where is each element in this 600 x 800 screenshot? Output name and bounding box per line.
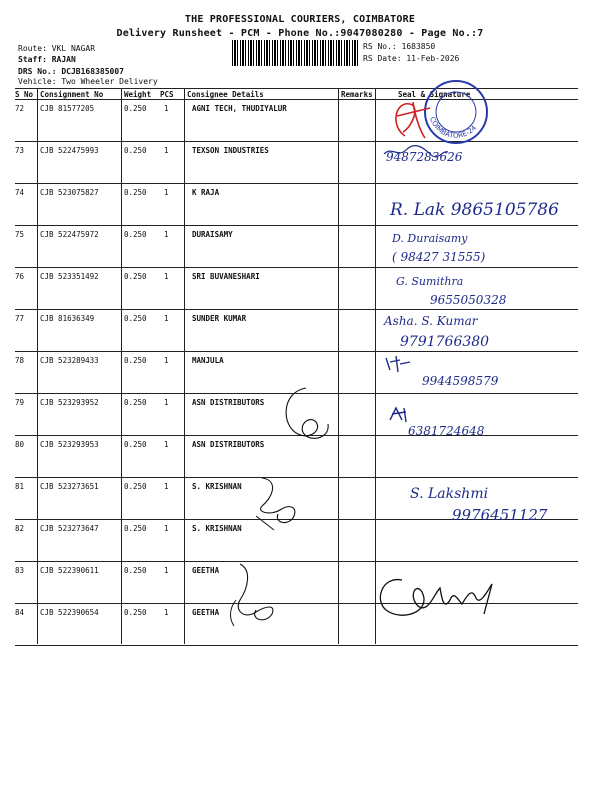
cell-consignment-no: CJB 523075827 bbox=[40, 188, 99, 197]
cell-sno: 78 bbox=[15, 356, 25, 365]
cell-consignee: S. KRISHNAN bbox=[192, 524, 242, 533]
signature-row-84-large bbox=[372, 570, 502, 620]
cell-consignee: SRI BUVANESHARI bbox=[192, 272, 260, 281]
cell-pcs: 1 bbox=[164, 314, 169, 323]
cell-weight: 0.250 bbox=[124, 608, 147, 617]
rs-number: RS No.: 1683850 bbox=[363, 42, 436, 51]
row-rule bbox=[15, 351, 578, 352]
handwritten-phone: 9655050328 bbox=[430, 293, 507, 307]
stamp-text: COIMBATORE-24 bbox=[428, 115, 479, 140]
column-header-consignee: Consignee Details bbox=[187, 90, 264, 99]
cell-weight: 0.250 bbox=[124, 314, 147, 323]
cell-weight: 0.250 bbox=[124, 230, 147, 239]
cell-sno: 73 bbox=[15, 146, 25, 155]
cell-sno: 74 bbox=[15, 188, 25, 197]
cell-consignment-no: CJB 523293953 bbox=[40, 440, 99, 449]
cell-sno: 75 bbox=[15, 230, 25, 239]
column-header-seal: Seal & Signature bbox=[398, 90, 471, 99]
row-rule bbox=[15, 309, 578, 310]
cell-weight: 0.250 bbox=[124, 104, 147, 113]
cell-weight: 0.250 bbox=[124, 524, 147, 533]
row-rule bbox=[15, 561, 578, 562]
cell-pcs: 1 bbox=[164, 146, 169, 155]
handwritten-phone: 6381724648 bbox=[408, 424, 485, 438]
drs-number: DRS No.: DCJB168385007 bbox=[18, 67, 124, 76]
cell-weight: 0.250 bbox=[124, 146, 147, 155]
row-rule bbox=[15, 225, 578, 226]
vehicle-label: Vehicle: Two Wheeler Delivery bbox=[18, 77, 158, 86]
cell-sno: 76 bbox=[15, 272, 25, 281]
cell-consignment-no: CJB 523289433 bbox=[40, 356, 99, 365]
cell-pcs: 1 bbox=[164, 104, 169, 113]
cell-consignment-no: CJB 523273651 bbox=[40, 482, 99, 491]
row-rule bbox=[15, 267, 578, 268]
handwritten-signature-phone: R. Lak 9865105786 bbox=[390, 200, 559, 220]
cell-weight: 0.250 bbox=[124, 566, 147, 575]
cell-consignee: TEXSON INDUSTRIES bbox=[192, 146, 269, 155]
handwritten-name: Asha. S. Kumar bbox=[384, 314, 478, 328]
cell-consignment-no: CJB 523293952 bbox=[40, 398, 99, 407]
staff-label: Staff: RAJAN bbox=[18, 55, 76, 64]
handwritten-name: G. Sumithra bbox=[396, 275, 464, 288]
signature-row-72 bbox=[385, 96, 445, 146]
cell-consignee: ASN DISTRIBUTORS bbox=[192, 398, 265, 407]
cell-weight: 0.250 bbox=[124, 440, 147, 449]
signature-row-79 bbox=[388, 406, 412, 424]
cell-consignment-no: CJB 523273647 bbox=[40, 524, 99, 533]
handwritten-phone: 9944598579 bbox=[422, 374, 499, 388]
cell-pcs: 1 bbox=[164, 440, 169, 449]
cell-weight: 0.250 bbox=[124, 356, 147, 365]
cell-weight: 0.250 bbox=[124, 272, 147, 281]
cell-consignment-no: CJB 522475972 bbox=[40, 230, 99, 239]
cell-weight: 0.250 bbox=[124, 398, 147, 407]
cell-consignee: AGNI TECH, THUDIYALUR bbox=[192, 104, 287, 113]
cell-pcs: 1 bbox=[164, 566, 169, 575]
cell-sno: 84 bbox=[15, 608, 25, 617]
signature-row-79-80 bbox=[276, 386, 336, 446]
cell-consignee: DURAISAMY bbox=[192, 230, 233, 239]
handwritten-phone: 9791766380 bbox=[400, 334, 490, 350]
cell-consignment-no: CJB 81636349 bbox=[40, 314, 95, 323]
handwritten-phone: 9976451127 bbox=[452, 506, 548, 524]
cell-weight: 0.250 bbox=[124, 482, 147, 491]
cell-sno: 81 bbox=[15, 482, 25, 491]
cell-consignment-no: CJB 522390611 bbox=[40, 566, 99, 575]
handwritten-phone: ( 98427 31555) bbox=[392, 250, 486, 264]
cell-consignee: GEETHA bbox=[192, 608, 220, 617]
handwritten-name: D. Duraisamy bbox=[392, 232, 468, 245]
signature-row-73 bbox=[382, 144, 452, 160]
cell-consignment-no: CJB 522475993 bbox=[40, 146, 99, 155]
row-rule bbox=[15, 645, 578, 646]
column-header-remarks: Remarks bbox=[341, 90, 373, 99]
cell-consignment-no: CJB 523351492 bbox=[40, 272, 99, 281]
cell-consignee: S. KRISHNAN bbox=[192, 482, 242, 491]
column-header-weight: Weight bbox=[124, 90, 152, 99]
signature-row-83-84 bbox=[226, 560, 286, 630]
cell-pcs: 1 bbox=[164, 524, 169, 533]
cell-consignee: MANJULA bbox=[192, 356, 224, 365]
cell-consignment-no: CJB 81577205 bbox=[40, 104, 95, 113]
company-title: THE PROFESSIONAL COURIERS, COIMBATORE bbox=[184, 14, 416, 25]
route-label: Route: VKL NAGAR bbox=[18, 44, 96, 53]
cell-pcs: 1 bbox=[164, 398, 169, 407]
cell-consignee: SUNDER KUMAR bbox=[192, 314, 247, 323]
cell-sno: 83 bbox=[15, 566, 25, 575]
column-header-sno: S No bbox=[15, 90, 34, 99]
signature-row-78 bbox=[384, 354, 414, 374]
column-header-pcs: PCS bbox=[160, 90, 174, 99]
handwritten-phone: 9487283626 bbox=[386, 150, 463, 164]
cell-pcs: 1 bbox=[164, 482, 169, 491]
cell-pcs: 1 bbox=[164, 608, 169, 617]
barcode-image bbox=[232, 40, 358, 66]
handwritten-name: S. Lakshmi bbox=[410, 486, 489, 502]
cell-consignment-no: CJB 522390654 bbox=[40, 608, 99, 617]
cell-sno: 82 bbox=[15, 524, 25, 533]
cell-consignee: GEETHA bbox=[192, 566, 220, 575]
runsheet-title: Delivery Runsheet - PCM - Phone No.:9047080280 - Page No.:7 bbox=[116, 28, 484, 39]
cell-pcs: 1 bbox=[164, 230, 169, 239]
cell-sno: 80 bbox=[15, 440, 25, 449]
cell-sno: 79 bbox=[15, 398, 25, 407]
rs-date: RS Date: 11-Feb-2026 bbox=[363, 54, 460, 63]
cell-sno: 72 bbox=[15, 104, 25, 113]
row-rule bbox=[15, 183, 578, 184]
cell-consignee: K RAJA bbox=[192, 188, 220, 197]
cell-pcs: 1 bbox=[164, 188, 169, 197]
cell-weight: 0.250 bbox=[124, 188, 147, 197]
column-header-consignment: Consignment No bbox=[40, 90, 104, 99]
signature-row-81-82 bbox=[254, 476, 314, 532]
cell-sno: 77 bbox=[15, 314, 25, 323]
cell-pcs: 1 bbox=[164, 356, 169, 365]
cell-consignee: ASN DISTRIBUTORS bbox=[192, 440, 265, 449]
cell-pcs: 1 bbox=[164, 272, 169, 281]
